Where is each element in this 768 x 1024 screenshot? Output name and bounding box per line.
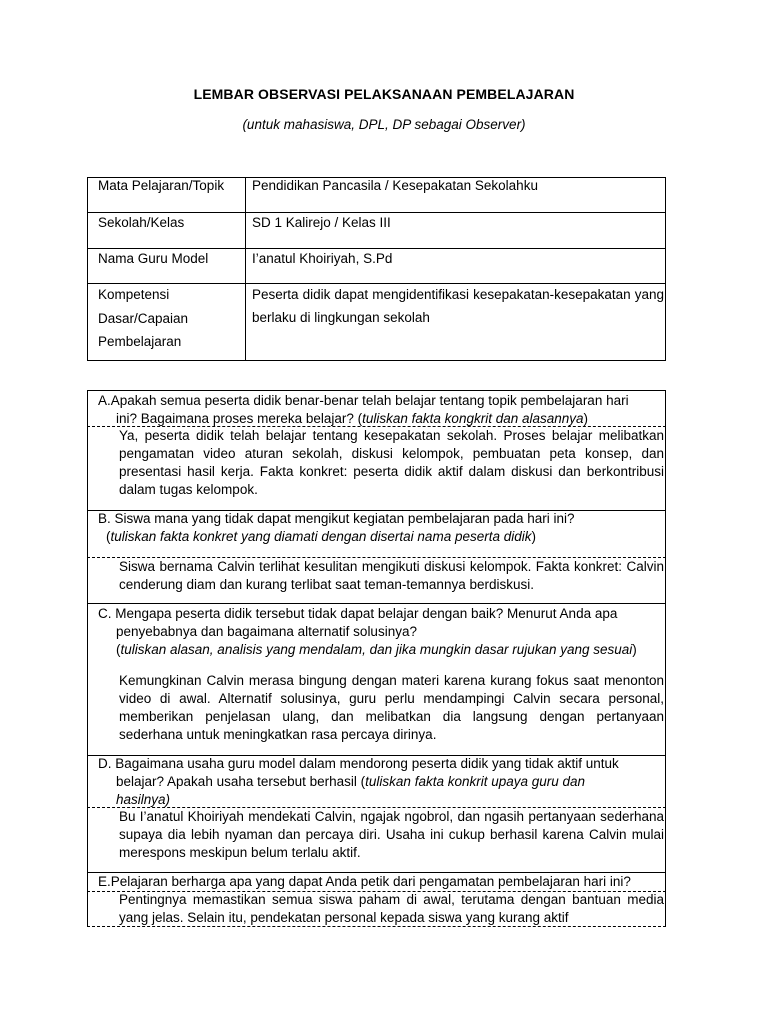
answer-a: Ya, peserta didik telah belajar tentang kesepakatan sekolah. Proses belajar melibatkan pengamatan video aturan sekolah, diskusi kelompok, pembuatan peta konsep, dan presentasi hasil kerja. Fakta konkret: peserta didik aktif dalam diskusi dan berkontribusi dalam tugas kelompok.	[119, 428, 664, 497]
info-value: Pendidikan Pancasila / Kesepakatan Sekolahku	[252, 178, 538, 193]
info-value: I’anatul Khoiriyah, S.Pd	[252, 251, 393, 266]
table-row	[88, 178, 665, 213]
question-a: A.Apakah semua peserta didik benar-benar telah belajar tentang topik pembelajaran hari ini? Bagaimana proses mereka belajar? (tuliskan fakta kongkrit dan alasannya)	[98, 393, 629, 426]
info-label: Nama Guru Model	[98, 251, 209, 266]
page-title: LEMBAR OBSERVASI PELAKSANAAN PEMBELAJARAN	[193, 86, 575, 102]
question-c: C. Mengapa peserta didik tersebut tidak dapat belajar dengan baik? Menurut Anda apa penyebabnya dan bagaimana alternatif solusinya? (tuliskan alasan, analisis yang mendalam, dan jika mungkin dasar rujukan yang sesuai)	[98, 606, 637, 657]
answer-d: Bu I’anatul Khoiriyah mendekati Calvin, ngajak ngobrol, dan ngasih pertanyaan sederhana supaya dia lebih nyaman dan percaya diri. Usaha ini cukup berhasil karena Calvin mulai merespons meskipun belum terlalu aktif.	[119, 809, 664, 860]
answer-e: Pentingnya memastikan semua siswa paham di awal, terutama dengan bantuan media yang jelas. Selain itu, pendekatan personal kepada siswa yang kurang aktif	[119, 892, 664, 925]
answer-b: Siswa bernama Calvin terlihat kesulitan mengikuti diskusi kelompok. Fakta konkret: Calvin cenderung diam dan kurang terlibat saat teman-temannya berdiskusi.	[119, 559, 664, 592]
info-value: Peserta didik dapat mengidentifikasi kesepakatan-kesepakatan yang berlaku di lingkungan sekolah	[252, 287, 664, 325]
divider-dashed	[87, 926, 666, 927]
info-value: SD 1 Kalirejo / Kelas III	[252, 215, 391, 230]
info-label: Sekolah/Kelas	[98, 215, 185, 230]
table-row	[88, 213, 665, 249]
question-d: D. Bagaimana usaha guru model dalam mendorong peserta didik yang tidak aktif untuk belajar? Apakah usaha tersebut berhasil (tuliskan fakta konkrit upaya guru dan hasilnya)	[98, 756, 619, 807]
questions-box	[87, 390, 666, 926]
info-label: Mata Pelajaran/Topik	[98, 178, 225, 193]
info-table	[87, 177, 666, 361]
answer-c: Kemungkinan Calvin merasa bingung dengan materi karena kurang fokus saat menonton video di awal. Alternatif solusinya, guru perlu mendampingi Calvin secara personal, memberikan penjelasan ulang, dan melibatkan dia langsung dengan pertanyaan sederhana untuk meningkatkan rasa percaya dirinya.	[119, 673, 664, 742]
question-b: B. Siswa mana yang tidak dapat mengikut kegiatan pembelajaran pada hari ini? (tuliskan fakta konkret yang diamati dengan disertai nama peserta didik)	[98, 511, 575, 544]
page-subtitle: (untuk mahasiswa, DPL, DP sebagai Observer)	[242, 117, 526, 132]
divider-solid	[87, 603, 666, 604]
question-e: E.Pelajaran berharga apa yang dapat Anda petik dari pengamatan pembelajaran hari ini?	[98, 874, 631, 889]
info-label: Kompetensi Dasar/Capaian Pembelajaran	[98, 287, 189, 349]
table-row	[88, 284, 665, 360]
table-row	[88, 249, 665, 284]
